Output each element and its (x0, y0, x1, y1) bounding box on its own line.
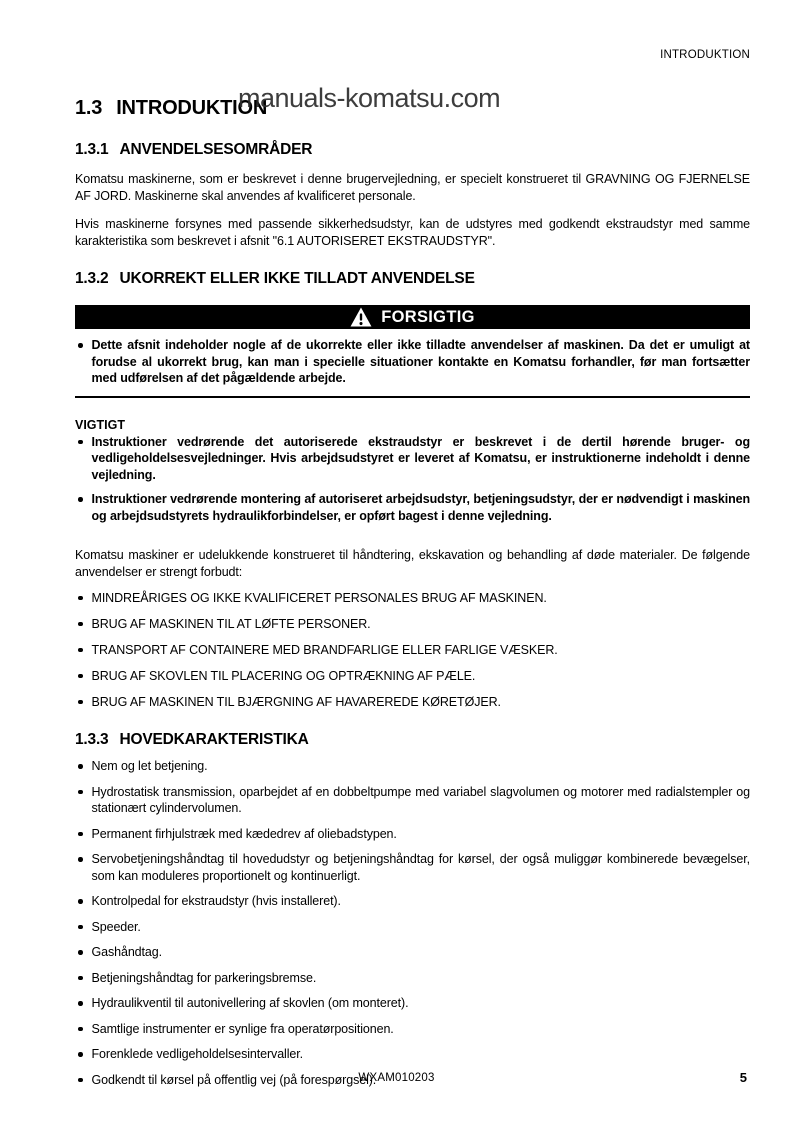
features-list (75, 758, 750, 1088)
subsection-number: 1.3.2 (75, 270, 109, 287)
feature-item (75, 970, 750, 987)
important-item (75, 491, 750, 524)
feature-item-text: Permanent firhjulstræk med kædedrev af oliebadstypen. (91, 826, 397, 841)
feature-item-text: Hydraulikventil til autonivellering af skovlen (om monteret). (91, 996, 409, 1010)
bullet-dot (78, 648, 83, 653)
important-item-text: Instruktioner vedrørende montering af autoriseret arbejdsudstyr, betjeningsudstyr, der er nødvendigt i maskinen og arbejdsudstyrets hydraulikforbindelser, er opført bagest i denne vejledning. (91, 492, 750, 523)
forbidden-item-text: BRUG AF MASKINEN TIL AT LØFTE PERSONER. (91, 616, 371, 631)
bullet-dot (78, 343, 83, 348)
bullet-dot (78, 764, 83, 769)
bullet-dot (78, 1027, 83, 1032)
forbidden-item-text: MINDREÅRIGES OG IKKE KVALIFICERET PERSONALES BRUG AF MASKINEN. (91, 590, 547, 605)
warning-banner-label: FORSIGTIG (381, 307, 475, 326)
forbidden-item (75, 616, 750, 633)
warning-text: Dette afsnit indeholder nogle af de ukorrekte eller ikke tilladte anvendelser af maskinen. Da det er umuligt at forudse al ukorrekt brug, kan man i specielle situationer kontakte en Komatsu forhandler, før man fortsætter med udførelsen af det pågældende arbejde. (91, 338, 750, 385)
important-item-text: Instruktioner vedrørende det autoriserede ekstraudstyr er beskrevet i de dertil hørende bruger- og vedligeholdelsesvejledninger. Hvis arbejdsudstyret er leveret af Komatsu, er instruktionerne indeholdt i denne vejledning. (91, 434, 750, 482)
subsection-heading-text: ANVENDELSESOMRÅDER (119, 141, 313, 158)
bullet-dot (78, 674, 83, 679)
feature-item-text: Betjeningshåndtag for parkeringsbremse. (91, 970, 317, 985)
paragraph: Komatsu maskinerne, som er beskrevet i denne brugervejledning, er specielt konstrueret til GRAVNING OG FJERNELSE AF JORD. Maskinerne skal anvendes af kvalificeret personale. (75, 172, 750, 203)
forbidden-item (75, 642, 750, 659)
important-item (75, 434, 750, 484)
forbidden-item-text: BRUG AF SKOVLEN TIL PLACERING OG OPTRÆKNING AF PÆLE. (91, 668, 476, 683)
bullet-dot (78, 950, 83, 955)
bullet-dot (78, 790, 83, 795)
feature-item (75, 1021, 750, 1038)
feature-item (75, 784, 750, 817)
bullet-dot (78, 857, 83, 862)
bullet-dot (78, 596, 83, 601)
forbidden-item (75, 668, 750, 685)
forbidden-item-text: BRUG AF MASKINEN TIL BJÆRGNING AF HAVAREREDE KØRETØJER. (91, 694, 501, 709)
warning-banner (75, 305, 750, 329)
important-block (75, 418, 750, 525)
feature-item (75, 851, 750, 884)
subsection-heading-ukorrekt (75, 270, 750, 288)
forbidden-item (75, 590, 750, 607)
watermark-text: manuals-komatsu.com (238, 83, 501, 113)
bullet-dot (78, 622, 83, 627)
feature-item-text: Hydrostatisk transmission, oparbejdet af en dobbeltpumpe med variabel slagvolumen og motorer med radialstempler og stationært cylindervolumen. (91, 784, 750, 815)
warning-triangle-icon (350, 307, 372, 327)
subsection-number: 1.3.3 (75, 731, 109, 748)
subsection-heading-text: HOVEDKARAKTERISTIKA (119, 731, 309, 748)
bullet-dot (78, 1001, 83, 1006)
forbidden-item (75, 694, 750, 711)
bullet-dot (78, 440, 83, 445)
paragraph: Hvis maskinerne forsynes med passende sikkerhedsudstyr, kan de udstyres med godkendt ekstraudstyr med samme karakteristika som beskrevet i afsnit "6.1 AUTORISERET EKSTRAUDSTYR". (75, 217, 750, 248)
warning-block (75, 305, 750, 398)
bullet-dot (78, 700, 83, 705)
section-title (75, 97, 750, 120)
section-title-text: INTRODUKTION (116, 97, 268, 119)
subsection-number: 1.3.1 (75, 141, 109, 158)
warning-text-item (75, 337, 750, 387)
footer-page-number: 5 (739, 1070, 747, 1085)
feature-item (75, 919, 750, 936)
running-header: INTRODUKTION (660, 49, 750, 61)
feature-item (75, 995, 750, 1012)
feature-item-text: Gashåndtag. (91, 945, 162, 959)
forbidden-list (75, 590, 750, 711)
feature-item (75, 944, 750, 961)
bullet-dot (78, 899, 83, 904)
feature-item (75, 826, 750, 843)
subsection-heading-hovedkarakteristika (75, 731, 750, 749)
bullet-dot (78, 925, 83, 930)
bullet-dot (78, 976, 83, 981)
feature-item (75, 1046, 750, 1063)
important-label: VIGTIGT (75, 417, 125, 432)
feature-item (75, 893, 750, 910)
bullet-dot (78, 832, 83, 837)
feature-item-text: Servobetjeningshåndtag til hovedudstyr og betjeningshåndtag for kørsel, der også muliggør kombinerede bevægelser, som kan moduleres proportionelt og kontinuerligt. (91, 852, 750, 883)
bullet-dot (78, 1052, 83, 1057)
feature-item-text: Kontrolpedal for ekstraudstyr (hvis installeret). (91, 894, 341, 908)
feature-item-text: Godkendt til kørsel på offentlig vej (på forespørgsel). (91, 1072, 377, 1087)
feature-item-text: Samtlige instrumenter er synlige fra operatørpositionen. (91, 1021, 394, 1036)
section-number: 1.3 (75, 97, 103, 119)
subsection-heading-anvendelsesomrader (75, 141, 750, 159)
feature-item-text: Forenklede vedligeholdelsesintervaller. (91, 1047, 304, 1061)
forbidden-intro-paragraph: Komatsu maskiner er udelukkende konstrueret til håndtering, ekskavation og behandling af døde materialer. De følgende anvendelser er strengt forbudt: (75, 548, 750, 579)
bullet-dot (78, 497, 83, 502)
feature-item (75, 758, 750, 775)
subsection-heading-text: UKORREKT ELLER IKKE TILLADT ANVENDELSE (119, 270, 475, 287)
feature-item-text: Nem og let betjening. (91, 759, 208, 773)
forbidden-item-text: TRANSPORT AF CONTAINERE MED BRANDFARLIGE ELLER FARLIGE VÆSKER. (91, 642, 558, 657)
page-content (75, 0, 750, 1088)
footer-doc-code: WXAM010203 (358, 1072, 435, 1084)
feature-item-text: Speeder. (91, 919, 141, 934)
